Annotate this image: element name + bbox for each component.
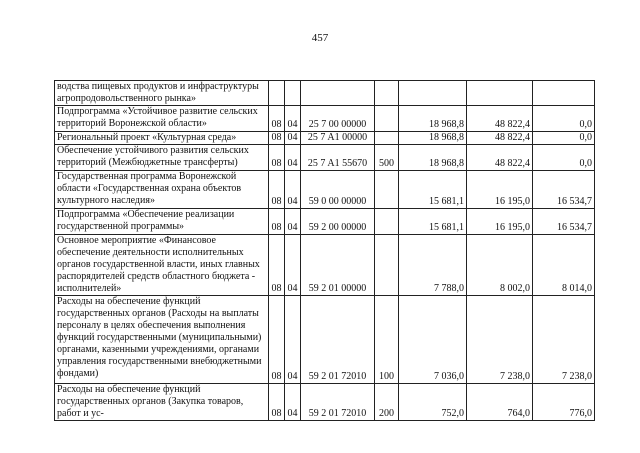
table-row <box>55 145 595 171</box>
target-article-code: 59 2 01 72010 <box>301 296 375 384</box>
amount-year-2: 48 822,4 <box>467 145 533 171</box>
amount-year-1: 18 968,8 <box>399 106 467 132</box>
amount-year-1: 15 681,1 <box>399 171 467 209</box>
row-name: Подпрограмма «Обеспечение реализации государственной программы» <box>55 209 269 235</box>
table-row <box>55 81 595 106</box>
amount-year-2: 7 238,0 <box>467 296 533 384</box>
section-code: 08 <box>269 209 285 235</box>
target-article-code: 25 7 A1 55670 <box>301 145 375 171</box>
row-name: Расходы на обеспечение функций государственных органов (Закупка товаров, работ и ус- <box>55 384 269 421</box>
section-code: 08 <box>269 145 285 171</box>
target-article-code: 59 0 00 00000 <box>301 171 375 209</box>
subsection-code: 04 <box>285 209 301 235</box>
expense-type-code <box>375 171 399 209</box>
subsection-code: 04 <box>285 296 301 384</box>
table-row <box>55 384 595 421</box>
row-name: Обеспечение устойчивого развития сельских территорий (Межбюджетные трансферты) <box>55 145 269 171</box>
target-article-code <box>301 81 375 106</box>
table-row <box>55 106 595 132</box>
section-code: 08 <box>269 296 285 384</box>
amount-year-2: 8 002,0 <box>467 235 533 296</box>
amount-year-3 <box>533 81 595 106</box>
amount-year-3: 16 534,7 <box>533 171 595 209</box>
target-article-code: 59 2 01 72010 <box>301 384 375 421</box>
section-code: 08 <box>269 132 285 145</box>
row-name: водства пищевых продуктов и инфраструктуры агропродовольственного рынка» <box>55 81 269 106</box>
subsection-code: 04 <box>285 132 301 145</box>
row-name: Государственная программа Воронежской области «Государственная охрана объектов культурного наследия» <box>55 171 269 209</box>
section-code: 08 <box>269 171 285 209</box>
table-row <box>55 132 595 145</box>
subsection-code: 04 <box>285 384 301 421</box>
table-row <box>55 235 595 296</box>
subsection-code: 04 <box>285 235 301 296</box>
row-name: Расходы на обеспечение функций государственных органов (Расходы на выплаты персоналу в целях обеспечения выполнения функций государственными (муниципальными) органами, казенными учреждениями, органами управления государственными внебюджетными фондами) <box>55 296 269 384</box>
subsection-code: 04 <box>285 171 301 209</box>
amount-year-1 <box>399 81 467 106</box>
page-number: 457 <box>311 32 329 44</box>
section-code: 08 <box>269 384 285 421</box>
expense-type-code <box>375 106 399 132</box>
expense-type-code <box>375 81 399 106</box>
amount-year-3: 0,0 <box>533 132 595 145</box>
expense-type-code: 100 <box>375 296 399 384</box>
amount-year-2: 764,0 <box>467 384 533 421</box>
section-code: 08 <box>269 235 285 296</box>
amount-year-2: 48 822,4 <box>467 106 533 132</box>
amount-year-3: 0,0 <box>533 145 595 171</box>
row-name: Основное мероприятие «Финансовое обеспечение деятельности исполнительных органов государственной власти, иных главных распорядителей средств областного бюджета - исполнителей» <box>55 235 269 296</box>
amount-year-2: 16 195,0 <box>467 209 533 235</box>
budget-table <box>54 80 595 421</box>
expense-type-code <box>375 209 399 235</box>
section-code <box>269 81 285 106</box>
amount-year-2: 16 195,0 <box>467 171 533 209</box>
amount-year-3: 7 238,0 <box>533 296 595 384</box>
target-article-code: 25 7 A1 00000 <box>301 132 375 145</box>
amount-year-2: 48 822,4 <box>467 132 533 145</box>
subsection-code: 04 <box>285 145 301 171</box>
table-body <box>55 81 595 421</box>
amount-year-1: 18 968,8 <box>399 132 467 145</box>
row-name: Региональный проект «Культурная среда» <box>55 132 269 145</box>
amount-year-3: 776,0 <box>533 384 595 421</box>
subsection-code: 04 <box>285 106 301 132</box>
expense-type-code <box>375 132 399 145</box>
expense-type-code: 200 <box>375 384 399 421</box>
amount-year-3: 16 534,7 <box>533 209 595 235</box>
row-name: Подпрограмма «Устойчивое развитие сельских территорий Воронежской области» <box>55 106 269 132</box>
target-article-code: 59 2 01 00000 <box>301 235 375 296</box>
target-article-code: 59 2 00 00000 <box>301 209 375 235</box>
amount-year-1: 752,0 <box>399 384 467 421</box>
table-row <box>55 296 595 384</box>
table-row <box>55 209 595 235</box>
amount-year-1: 18 968,8 <box>399 145 467 171</box>
amount-year-1: 7 788,0 <box>399 235 467 296</box>
amount-year-1: 15 681,1 <box>399 209 467 235</box>
amount-year-3: 0,0 <box>533 106 595 132</box>
target-article-code: 25 7 00 00000 <box>301 106 375 132</box>
amount-year-3: 8 014,0 <box>533 235 595 296</box>
amount-year-2 <box>467 81 533 106</box>
section-code: 08 <box>269 106 285 132</box>
expense-type-code <box>375 235 399 296</box>
expense-type-code: 500 <box>375 145 399 171</box>
table-row <box>55 171 595 209</box>
subsection-code <box>285 81 301 106</box>
amount-year-1: 7 036,0 <box>399 296 467 384</box>
